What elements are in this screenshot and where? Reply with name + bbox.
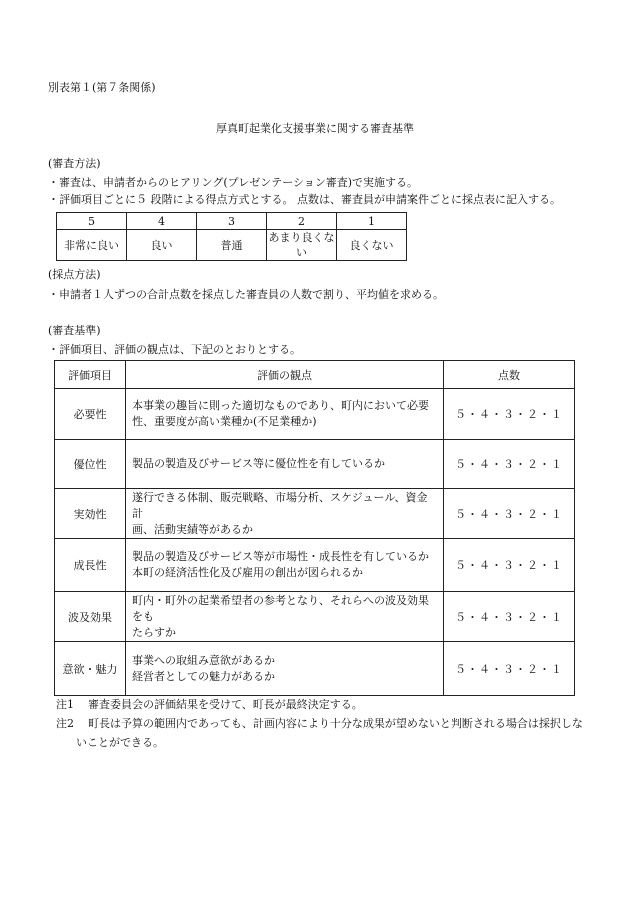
viewpoint-line: 本町の経済活性化及び雇用の創出が図られるか — [132, 566, 363, 579]
criterion-item: 必要性 — [55, 389, 126, 440]
criterion-item: 優位性 — [55, 440, 126, 489]
viewpoint-line: 本事業の趣旨に則った適切なものであり、町内において必要 — [132, 399, 429, 412]
bullet-average: ・申請者１人ずつの合計点数を採点した審査員の人数で割り、平均値を求める。 — [48, 288, 444, 301]
score-cell: 3 — [197, 213, 267, 230]
header-points: 点数 — [444, 361, 575, 389]
score-label-cell: 普通 — [197, 230, 267, 261]
section-heading-review-method: (審査方法) — [48, 157, 101, 170]
document-title: 厚真町起業化支援事業に関する審査基準 — [216, 122, 414, 135]
score-scale-table — [56, 212, 407, 261]
score-row — [57, 213, 407, 230]
criterion-points: ５・４・３・２・１ — [444, 539, 575, 592]
score-label-cell: 非常に良い — [57, 230, 127, 261]
section-heading-scoring-method: (採点方法) — [48, 268, 101, 281]
viewpoint-line: 経営者としての魅力があるか — [132, 669, 275, 683]
score-label-row — [57, 230, 407, 261]
criterion-viewpoint — [126, 389, 444, 440]
criterion-viewpoint — [126, 440, 444, 489]
criterion-points: ５・４・３・２・１ — [444, 389, 575, 440]
note-text: 審査委員会の評価結果を受けて、町長が最終決定する。 — [88, 698, 363, 711]
viewpoint-line: 遂行できる体制、販売戦略、市場分析、スケジュール、資金計 — [132, 490, 428, 520]
criterion-viewpoint — [126, 642, 444, 696]
note-label: 注1 — [56, 698, 74, 711]
criterion-item: 意欲・魅力 — [55, 642, 126, 696]
table-row — [55, 642, 575, 696]
table-row — [55, 440, 575, 489]
score-cell: 1 — [337, 213, 407, 230]
criterion-item: 実効性 — [55, 489, 126, 539]
note-1 — [56, 698, 363, 712]
bullet-scoring-method: ・評価項目ごとに５ 段階による得点方式とする。 点数は、審査員が申請案件ごとに採点表に記入する。 — [48, 193, 561, 206]
viewpoint-line: 事業への取組み意欲があるか — [132, 653, 275, 667]
table-row — [55, 489, 575, 539]
score-cell: 2 — [267, 213, 337, 230]
bullet-hearing: ・審査は、申請者からのヒアリング(プレゼンテーション審査)で実施する。 — [48, 176, 419, 189]
criterion-viewpoint — [126, 489, 444, 539]
viewpoint-line: 製品の製造及びサービス等に優位性を有しているか — [132, 457, 385, 470]
criterion-points: ５・４・３・２・１ — [444, 440, 575, 489]
viewpoint-line: 画、活動実績等があるか — [132, 522, 253, 536]
criterion-viewpoint — [126, 592, 444, 642]
table-header-row — [55, 361, 575, 389]
score-cell: 4 — [127, 213, 197, 230]
viewpoint-line: 性、重要度が高い業種か(不足業種か) — [132, 415, 317, 428]
note-2-continuation: いことができる。 — [76, 736, 164, 749]
table-row — [55, 389, 575, 440]
viewpoint-line: たらすか — [132, 625, 176, 639]
header-item: 評価項目 — [55, 361, 126, 389]
criterion-viewpoint — [126, 539, 444, 592]
section-heading-criteria: (審査基準) — [48, 324, 101, 337]
score-label-cell: あまり良くない — [268, 231, 335, 259]
score-label-cell: 良い — [127, 230, 197, 261]
table-row — [55, 592, 575, 642]
criterion-points: ５・４・３・２・１ — [444, 592, 575, 642]
note-2 — [56, 717, 583, 731]
note-text: 町長は予算の範囲内であっても、計画内容により十分な成果が望めないと判断される場合は採択しな — [88, 717, 583, 730]
viewpoint-line: 製品の製造及びサービス等が市場性・成長性を有しているか — [132, 550, 429, 563]
header-viewpoint: 評価の観点 — [126, 361, 444, 389]
table-row — [55, 539, 575, 592]
viewpoint-line: 町内・町外の起業希望者の参考となり、それらへの波及効果をも — [132, 593, 429, 623]
score-label-cell: 良くない — [337, 230, 407, 261]
appendix-header: 別表第１(第７条関係) — [48, 81, 156, 94]
criterion-points: ５・４・３・２・１ — [444, 642, 575, 696]
criterion-points: ５・４・３・２・１ — [444, 489, 575, 539]
criterion-item: 成長性 — [55, 539, 126, 592]
score-cell: 5 — [57, 213, 127, 230]
criteria-table — [54, 360, 575, 696]
note-label: 注2 — [56, 717, 74, 730]
bullet-criteria-intro: ・評価項目、評価の観点は、下記のとおりとする。 — [48, 343, 301, 356]
criterion-item: 波及効果 — [55, 592, 126, 642]
